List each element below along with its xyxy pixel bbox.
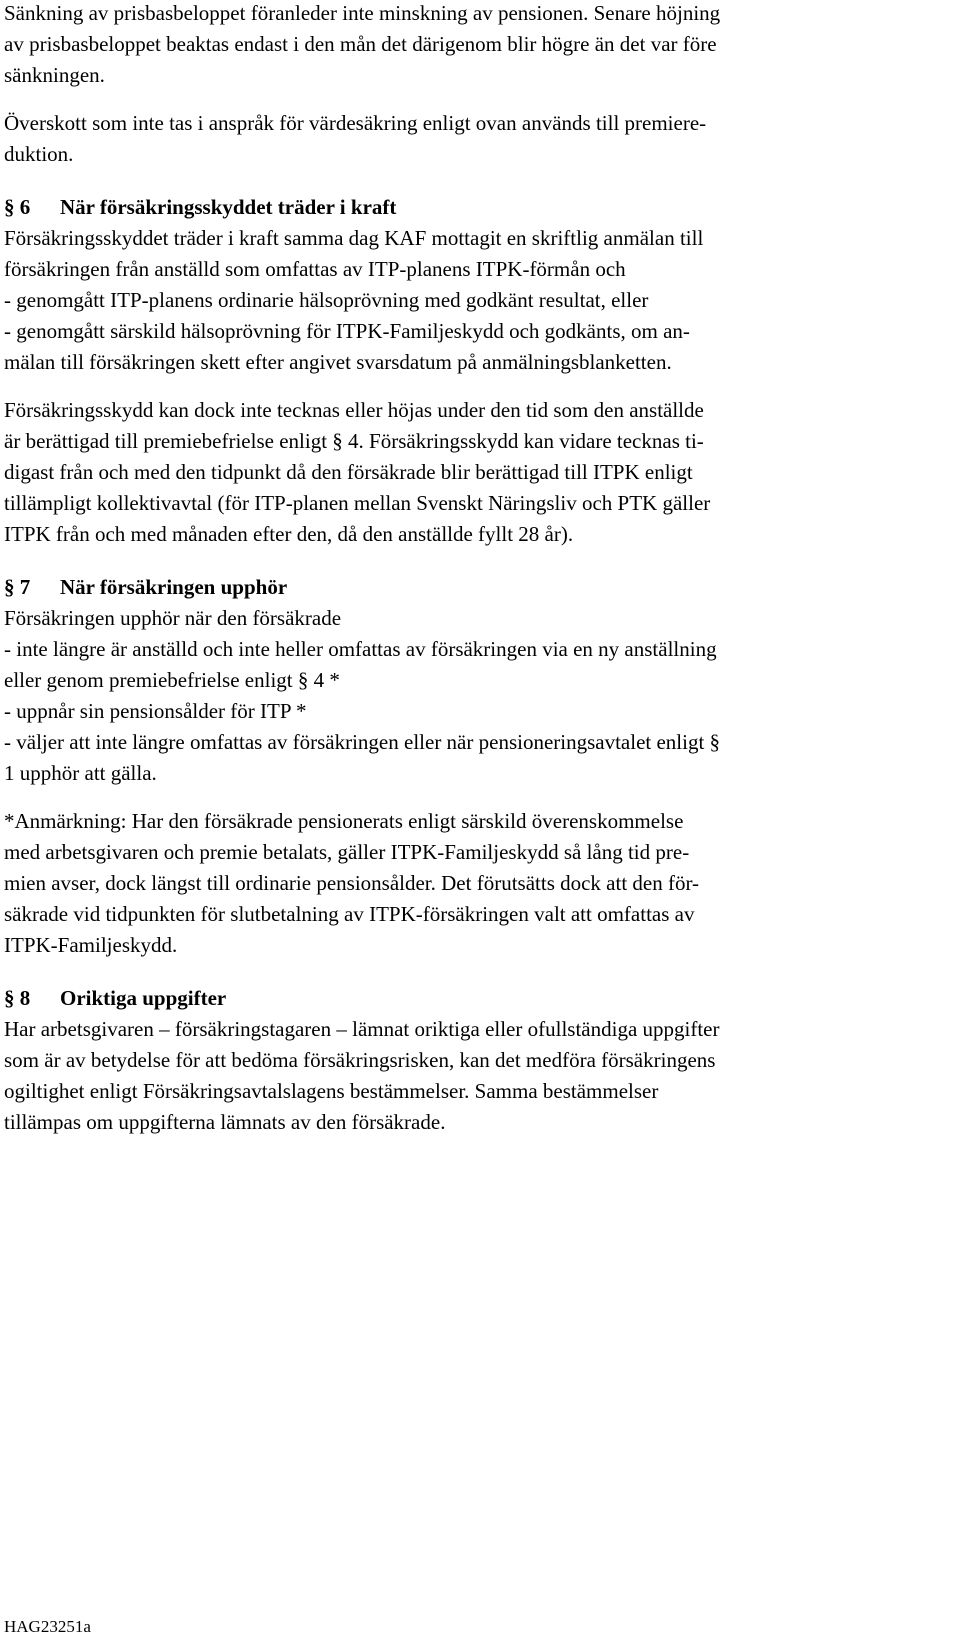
text-line: ogiltighet enligt Försäkringsavtalslagens bestämmelser. Samma bestämmelser [4, 1079, 659, 1103]
text-line: som är av betydelse för att bedöma försäkringsrisken, kan det medföra försäkringens [4, 1048, 716, 1072]
section-7 [4, 572, 944, 961]
section-8-heading [4, 983, 944, 1014]
text-line: digast från och med den tidpunkt då den försäkrade blir berättigad till ITPK enligt [4, 460, 693, 484]
text-line: säkrade vid tidpunkten för slutbetalning av ITPK-försäkringen valt att omfattas av [4, 902, 695, 926]
text-line: är berättigad till premiebefrielse enligt § 4. Försäkringsskydd kan vidare tecknas ti- [4, 429, 704, 453]
section-number: § 8 [4, 986, 31, 1010]
text-line: ITPK från och med månaden efter den, då den anställde fyllt 28 år). [4, 522, 574, 546]
section-number: § 7 [4, 575, 31, 599]
intro-paragraph [4, 0, 944, 91]
text-line: tillämpligt kollektivavtal (för ITP-planen mellan Svenskt Näringsliv och PTK gäller [4, 491, 711, 515]
section-6-paragraph-2 [4, 395, 944, 550]
text-line: ITPK-Familjeskydd. [4, 933, 178, 957]
section-7-paragraph-1 [4, 603, 944, 789]
section-title: Oriktiga uppgifter [60, 986, 227, 1010]
document-code: HAG23251a [4, 1617, 91, 1636]
text-line: Försäkringsskyddet träder i kraft samma dag KAF mottagit en skriftlig anmälan till [4, 226, 704, 250]
section-7-heading [4, 572, 944, 603]
section-8 [4, 983, 944, 1138]
text-line: Sänkning av prisbasbeloppet föranleder inte minskning av pensionen. Senare höjning [4, 1, 721, 25]
text-line: tillämpas om uppgifterna lämnats av den försäkrade. [4, 1110, 446, 1134]
text-line: mien avser, dock längst till ordinarie pensionsålder. Det förutsätts dock att den för- [4, 871, 700, 895]
text-line: - genomgått ITP-planens ordinarie hälsoprövning med godkänt resultat, eller [4, 288, 649, 312]
section-title: När försäkringen upphör [60, 575, 288, 599]
section-6-heading [4, 192, 944, 223]
text-line: - genomgått särskild hälsoprövning för ITPK-Familjeskydd och godkänts, om an- [4, 319, 690, 343]
document-page [4, 0, 944, 1138]
text-line: Överskott som inte tas i anspråk för värdesäkring enligt ovan används till premiere- [4, 111, 707, 135]
text-line: av prisbasbeloppet beaktas endast i den mån det därigenom blir högre än det var före [4, 32, 717, 56]
text-line: *Anmärkning: Har den försäkrade pensionerats enligt särskild överenskommelse [4, 809, 684, 833]
text-line: - inte längre är anställd och inte heller omfattas av försäkringen via en ny anställning [4, 637, 717, 661]
text-line: med arbetsgivaren och premie betalats, gäller ITPK-Familjeskydd så lång tid pre- [4, 840, 690, 864]
text-line: mälan till försäkringen skett efter angivet svarsdatum på anmälningsblanketten. [4, 350, 672, 374]
text-line: - uppnår sin pensionsålder för ITP * [4, 699, 307, 723]
section-6-paragraph-1 [4, 223, 944, 378]
section-title: När försäkringsskyddet träder i kraft [60, 195, 397, 219]
section-6 [4, 192, 944, 550]
text-line: försäkringen från anställd som omfattas av ITP-planens ITPK-förmån och [4, 257, 626, 281]
text-line: 1 upphör att gälla. [4, 761, 157, 785]
surplus-paragraph [4, 108, 944, 170]
section-number: § 6 [4, 195, 31, 219]
text-line: - väljer att inte längre omfattas av försäkringen eller när pensioneringsavtalet enligt § [4, 730, 721, 754]
text-line: Har arbetsgivaren – försäkringstagaren – lämnat oriktiga eller ofullständiga uppgifter [4, 1017, 720, 1041]
text-line: duktion. [4, 142, 74, 166]
section-7-note [4, 806, 944, 961]
text-line: Försäkringsskydd kan dock inte tecknas eller höjas under den tid som den anställde [4, 398, 704, 422]
section-8-paragraph-1 [4, 1014, 944, 1138]
text-line: Försäkringen upphör när den försäkrade [4, 606, 342, 630]
text-line: sänkningen. [4, 63, 105, 87]
text-line: eller genom premiebefrielse enligt § 4 * [4, 668, 340, 692]
